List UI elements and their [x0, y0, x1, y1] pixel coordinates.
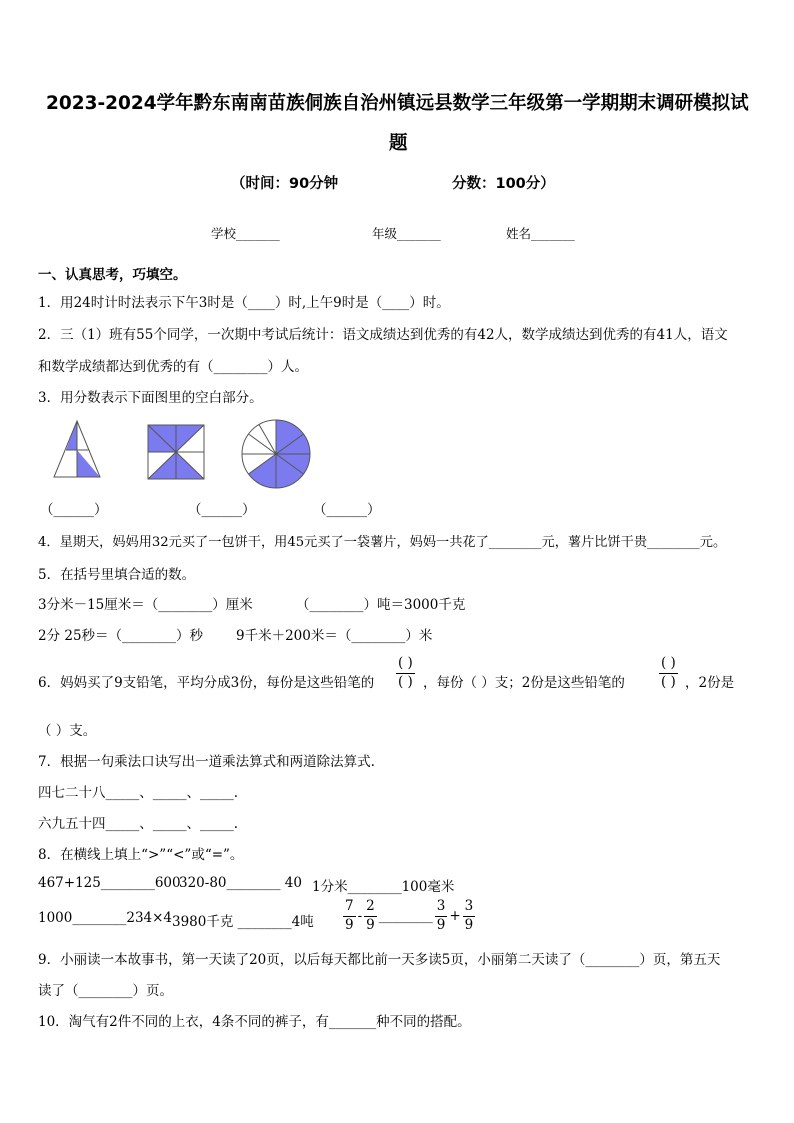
question-6-part4: （ ）支。 — [38, 723, 97, 739]
question-6-part3: ，2份是 — [685, 675, 735, 691]
q3-answer-3: （______） — [313, 502, 381, 518]
exam-score: 分数：100分） — [452, 176, 555, 192]
q5-item-2: （________）吨＝3000千克 — [296, 597, 466, 613]
q5-item-4: 9千米＋200米＝（________）米 — [236, 628, 433, 644]
question-1: 1．用24时计时法表示下午3时是（____）时,上午9时是（____）时。 — [38, 295, 450, 311]
question-3: 3．用分数表示下面图里的空白部分。 — [38, 390, 263, 406]
question-10: 10．淘气有2件不同的上衣，4条不同的裤子，有_______种不同的搭配。 — [38, 1014, 471, 1030]
question-8: 8．在横线上填上“>”“<”或“=”。 — [38, 847, 244, 863]
grade-field: 年级_______ — [372, 226, 441, 241]
q7-line-2: 六九五十四_____、_____、_____. — [38, 816, 239, 832]
q8-item-5: 3980千克 ________4吨 — [172, 914, 314, 930]
q8-item-1: 467+125________600 — [38, 875, 181, 891]
q8-fraction-expression: $\frac{7}{9}$ - $\frac{2}{9}$ ________ $\frac{3}{9}$ + $\frac{3}{9}$ — [345, 898, 474, 933]
question-6-part2: ，每份（ ）支；2份是这些铅笔的 — [423, 675, 625, 691]
school-field: 学校_______ — [211, 226, 280, 241]
triangle-figure — [52, 419, 102, 479]
question-4: 4．星期天，妈妈用32元买了一包饼干，用45元买了一袋薯片，妈妈一共花了________元，薯片比饼干贵________元。 — [38, 535, 727, 550]
question-6-part1: 6．妈妈买了9支铅笔，平均分成3份，每份是这些铅笔的 — [38, 675, 375, 691]
circle-figure — [240, 418, 312, 490]
question-2-line1: 2．三（1）班有55个同学，一次期中考试后统计：语文成绩达到优秀的有42人，数学成绩达到优秀的有41人，语文 — [38, 327, 728, 343]
q8-item-2: 320-80________ 40 — [179, 875, 302, 891]
question-9-line2: 读了（________）页。 — [38, 983, 173, 999]
exam-time: （时间：90分钟 — [231, 176, 339, 192]
page-title-line1: 2023-2024学年黔东南南苗族侗族自治州镇远县数学三年级第一学期期末调研模拟试 — [46, 93, 749, 114]
q3-answer-1: （______） — [40, 502, 108, 518]
page-title-line2: 题 — [389, 133, 408, 154]
question-9-line1: 9．小丽读一本故事书，第一天读了20页，以后每天都比前一天多读5页，小丽第二天读了（________）页，第五天 — [38, 952, 721, 968]
question-7: 7．根据一句乘法口诀写出一道乘法算式和两道除法算式. — [38, 754, 375, 770]
q7-line-1: 四七二十八_____、_____、_____. — [38, 785, 239, 801]
name-field: 姓名_______ — [506, 226, 575, 241]
q3-answer-2: （______） — [188, 502, 256, 518]
q5-item-3: 2分 25秒＝（________）秒 — [38, 628, 204, 644]
q8-item-3: 1分米________100毫米 — [312, 879, 455, 895]
section-heading: 一、认真思考，巧填空。 — [38, 267, 187, 283]
square-figure — [147, 424, 205, 480]
q5-item-1: 3分米－15厘米＝（________）厘米 — [38, 597, 253, 613]
question-5: 5．在括号里填合适的数。 — [38, 567, 196, 583]
q8-item-4: 1000________234×4 — [38, 910, 173, 926]
question-2-line2: 和数学成绩都达到优秀的有（________）人。 — [38, 359, 308, 375]
q6-fraction-2: $\frac{( )}{( )}$ — [661, 655, 676, 690]
q6-fraction-1: $\frac{( )}{( )}$ — [398, 655, 413, 690]
